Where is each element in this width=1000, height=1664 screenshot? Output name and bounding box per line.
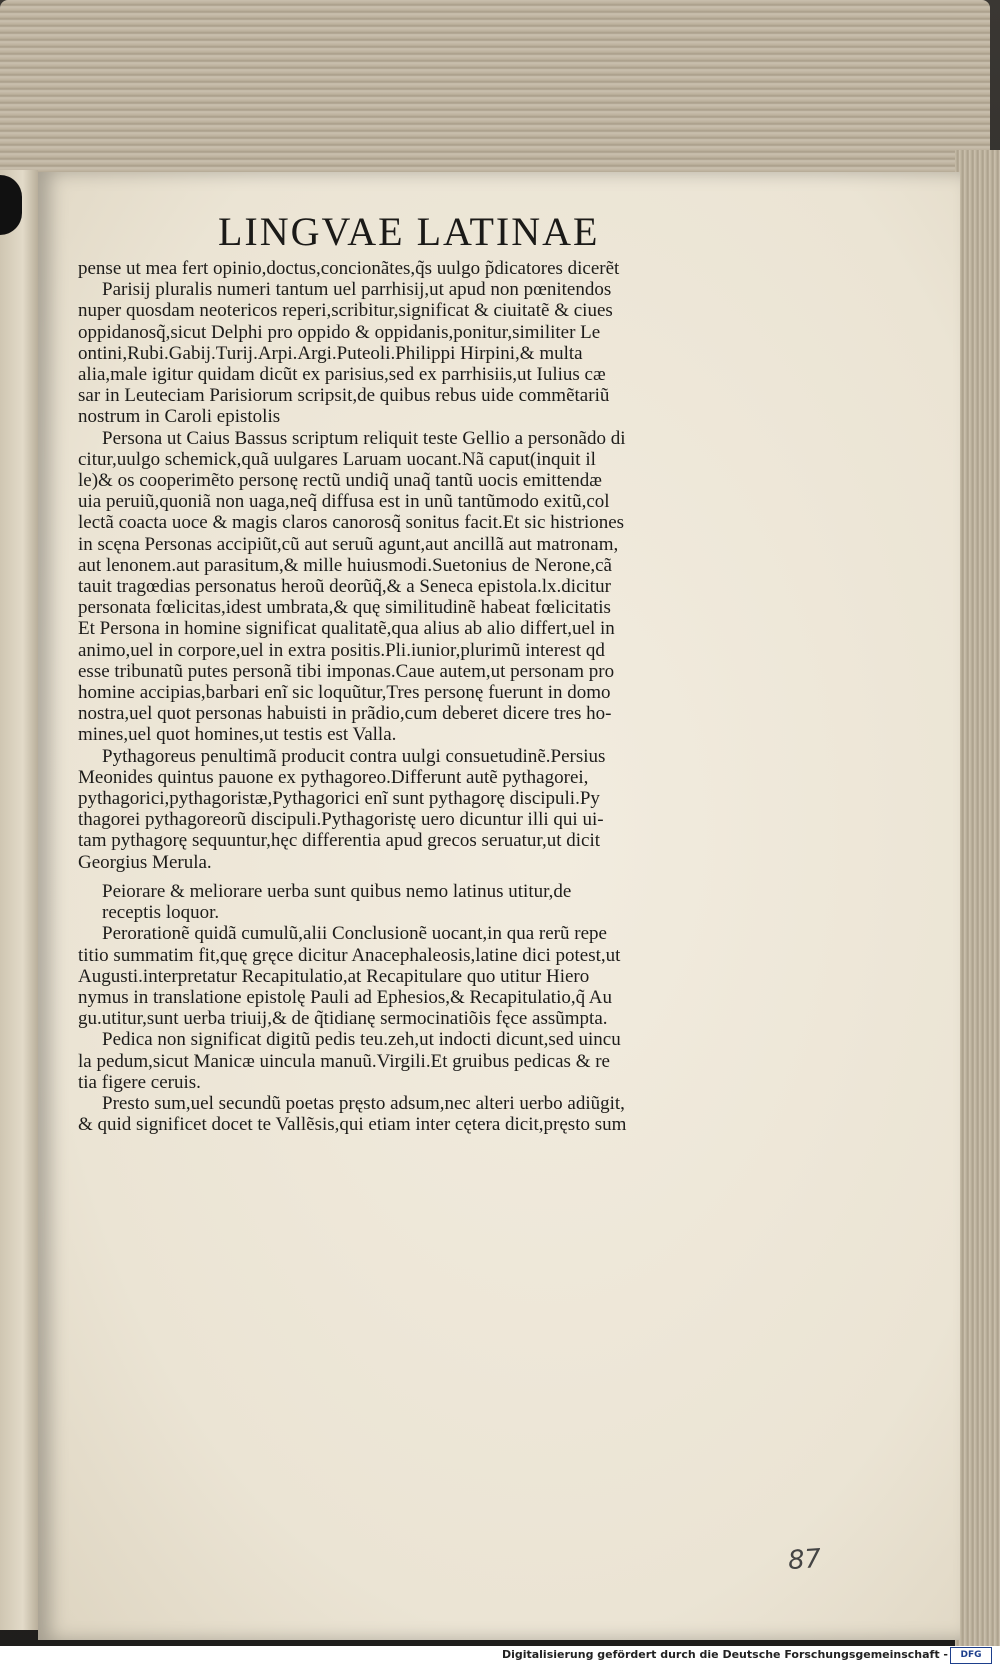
book-fore-edge bbox=[955, 150, 1000, 1650]
text-line: Georgius Merula. bbox=[78, 851, 212, 873]
facing-page-edge bbox=[0, 170, 38, 1630]
text-line: nostra,uel quot personas habuisti in prãdio,cum deberet dicere tres ho- bbox=[78, 703, 612, 725]
running-head: LINGVAE LATINAE bbox=[218, 209, 600, 254]
text-line: aut lenonem.aut parasitum,& mille huiusmodi.Suetonius de Nerone,cã bbox=[78, 554, 612, 576]
text-line: alia,male igitur quidam dicũt ex parisius,sed ex parrhisiis,ut Iulius cæ bbox=[78, 364, 606, 386]
text-line: le)& os cooperimẽto personę rectũ undiq̃ unaq̃ tantũ uocis emittendæ bbox=[78, 470, 602, 492]
text-line: homine accipias,barbari enĩ sic loquũtur,Tres personę fuerunt in domo bbox=[78, 682, 611, 704]
text-line: Et Persona in homine significat qualitatẽ,qua alius ab alio differt,uel in bbox=[78, 618, 615, 640]
text-line: Presto sum,uel secundũ poetas pręsto adsum,nec alteri uerbo adiũgit, bbox=[102, 1092, 625, 1114]
text-line: nymus in translatione epistolę Pauli ad Ephesios,& Recapitulatio,q̃ Au bbox=[78, 986, 613, 1008]
text-line: mines,uel quot homines,ut testis est Valla. bbox=[78, 724, 397, 746]
dfg-logo-icon: DFG bbox=[950, 1647, 992, 1664]
page-text bbox=[78, 258, 754, 1135]
text-line: thagorei pythagoreorũ discipuli.Pythagoristę uero dicuntur illi qui ui- bbox=[78, 809, 604, 831]
text-line: gu.utitur,sunt uerba triuij,& de q̃tidianę sermocinatiõis fęce assũmpta. bbox=[78, 1008, 608, 1030]
text-line: citur,uulgo schemick,quã uulgares Laruam uocant.Nã caput(inquit il bbox=[78, 448, 596, 470]
text-line: esse tribunatũ putes personã tibi imponas.Caue autem,ut personam pro bbox=[78, 660, 615, 682]
text-line: Augusti.interpretatur Recapitulatio,at Recapitulare quo utitur Hiero bbox=[78, 965, 590, 987]
text-line: sar in Leuteciam Parisiorum scripsit,de quibus rebus uide commẽtariũ bbox=[78, 385, 610, 407]
text-line: oppidanosq̃,sicut Delphi pro oppido & oppidanis,ponitur,similiter Le bbox=[78, 321, 601, 343]
text-line: & quid significet docet te Vallẽsis,qui etiam inter cętera dicit,pręsto sum bbox=[78, 1114, 627, 1136]
text-line: tam pythagorę sequuntur,hęc differentia apud grecos seruatur,ut dicit bbox=[78, 830, 601, 852]
text-line: tauit tragœdias personatus heroũ deorũq̃,& a Seneca epistola.lx.dicitur bbox=[78, 576, 611, 598]
text-line: lectã coacta uoce & magis claros canorosq̃ sonitus facit.Et sic histriones bbox=[78, 512, 625, 534]
text-line: receptis loquor. bbox=[102, 902, 220, 924]
text-line: Meonides quintus pauone ex pythagoreo.Differunt autẽ pythagorei, bbox=[78, 766, 589, 788]
handwritten-folio-number: 87 bbox=[786, 1543, 823, 1577]
text-line: tia figere ceruis. bbox=[78, 1071, 201, 1093]
text-line: personata fœlicitas,idest umbrata,& quę similitudinẽ habeat fœlicitatis bbox=[78, 597, 611, 619]
text-line: Pythagoreus penultimã producit contra uulgi consuetudinẽ.Persius bbox=[102, 745, 606, 767]
text-line: la pedum,sicut Manicæ uincula manuũ.Virgili.Et gruibus pedicas & re bbox=[78, 1050, 610, 1072]
text-line: nuper quosdam neotericos reperi,scribitur,significat & ciuitatẽ & ciues bbox=[78, 300, 613, 322]
text-line: pense ut mea fert opinio,doctus,concionãtes,q̃s uulgo p̃dicatores dicerẽt bbox=[78, 258, 620, 279]
text-line: Pedica non significat digitũ pedis teu.zeh,ut indocti dicunt,sed uincu bbox=[102, 1029, 621, 1051]
text-line: Peiorare & meliorare uerba sunt quibus nemo latinus utitur,de bbox=[102, 880, 572, 902]
text-line: in scęna Personas accipiũt,cũ aut seruũ agunt,aut ancillã aut matronam, bbox=[78, 533, 619, 555]
text-line: Perorationẽ quidã cumulũ,alii Conclusionẽ uocant,in qua rerũ repe bbox=[102, 923, 607, 945]
text-line: titio summatim fit,quę gręce dicitur Anacephaleosis,latine dici potest,ut bbox=[78, 944, 621, 966]
funding-notice: Digitalisierung gefördert durch die Deutsche Forschungsgemeinschaft - bbox=[501, 1648, 948, 1661]
text-line: nostrum in Caroli epistolis bbox=[78, 406, 281, 428]
text-line: ontini,Rubi.Gabij.Turij.Arpi.Argi.Puteoli.Philippi Hirpini,& multa bbox=[78, 342, 583, 364]
text-line: pythagorici,pythagoristæ,Pythagorici enĩ sunt pythagorę discipuli.Py bbox=[78, 788, 600, 810]
text-line: animo,uel in corpore,uel in extra positis.Pli.iunior,plurimũ interest qd bbox=[78, 639, 605, 661]
text-line: uia peruiũ,quoniã non uaga,neq̃ diffusa est in unũ tantũmodo exitũ,col bbox=[78, 491, 610, 513]
text-line: Persona ut Caius Bassus scriptum reliquit teste Gellio a personãdo di bbox=[102, 427, 626, 449]
text-line: Parisij pluralis numeri tantum uel parrhisij,ut apud non pœnitendos bbox=[102, 279, 612, 301]
book-top-edges bbox=[0, 0, 990, 190]
